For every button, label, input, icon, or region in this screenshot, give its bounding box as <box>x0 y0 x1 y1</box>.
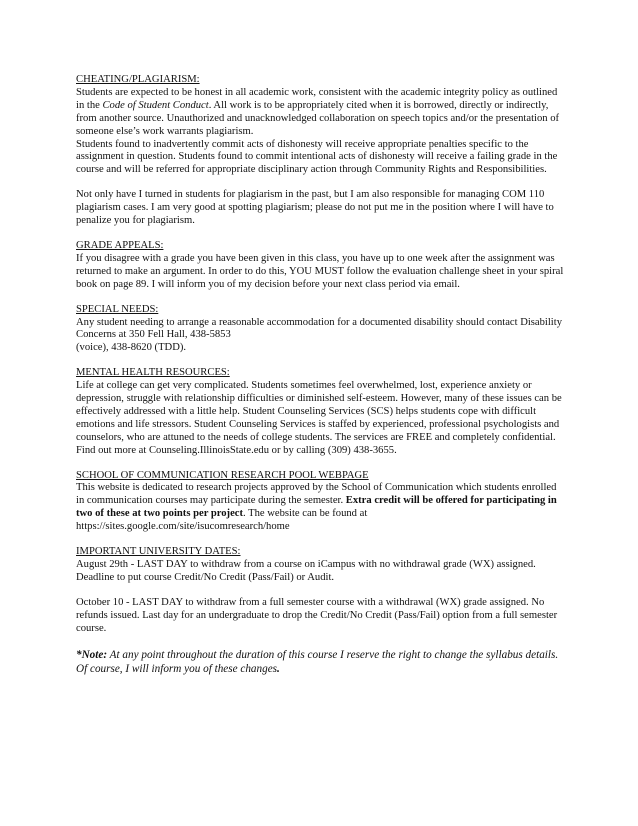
cheating-paragraph-2: Students found to inadvertently commit acts of dishonesty will receive appropriate penalties specific to the assignment in question. Students found to commit intentional acts of dishonesty will receive a failing grade in the course and will be referred for appropriate disciplinary action through Community Rights and Responsibilities. <box>76 138 558 176</box>
plagiarism-note: Not only have I turned in students for plagiarism in the past, but I am also responsible for managing COM 110 plagiarism cases. I am very good at spotting plagiarism; please do not put me in the position where I will have to penalize you for plagiarism. <box>76 189 554 227</box>
cheating-paragraph-1 <box>76 87 566 139</box>
research-text-end: . The website can be found at https://sites.google.com/site/isucomresearch/home <box>76 508 368 533</box>
cheating-p1-start: Students are expected to be honest in all academic work, consistent with the academic integrity policy as outlined in the <box>76 86 558 111</box>
grade-appeals-section <box>76 240 566 292</box>
grade-appeals-text: If you disagree with a grade you have been given in this class, you have up to one week after the assignment was returned to make an argument. In order to do this, YOU MUST follow the evaluation challenge sheet in your spiral book on page 89. I will inform you of my decision before your next class period via email. <box>76 252 564 290</box>
note-end: . <box>277 663 280 676</box>
october-date-text: October 10 - LAST DAY to withdraw from a full semester course with a withdrawal (WX) grade assigned. No refunds issued. Last day for an undergraduate to drop the Credit/No Credit (Pass/Fail) option from a full semester course. <box>76 596 558 634</box>
special-needs-section <box>76 304 566 356</box>
code-of-conduct-title: Code of Student Conduct <box>102 99 209 111</box>
plagiarism-note-section <box>76 189 566 228</box>
mental-health-section <box>76 367 566 457</box>
syllabus-change-note <box>76 648 566 677</box>
research-pool-heading: SCHOOL OF COMMUNICATION RESEARCH POOL WEBPAGE <box>76 469 369 481</box>
mental-health-text: Life at college can get very complicated. Students sometimes feel overwhelmed, lost, experience anxiety or depression, struggle with relationship difficulties or diminished self-esteem. However, many of these issues can be effectively addressed with a little help. Student Counseling Services (SCS) helps students cope with difficult emotions and life stressors. Student Counseling Services is staffed by experienced, professional psychologists and counselors, who are attuned to the needs of college students. The services are FREE and completely confidential. Find out more at Counseling.IllinoisState.edu or by calling (309) 438-3655. <box>76 380 562 456</box>
syllabus-content <box>76 74 566 689</box>
august-date-text: August 29th - LAST DAY to withdraw from a course on iCampus with no withdrawal grade (WX) assigned. Deadline to put course Credit/No Credit (Pass/Fail) or Audit. <box>76 559 536 583</box>
mental-health-heading: MENTAL HEALTH RESOURCES: <box>76 367 230 379</box>
note-text: At any point throughout the duration of this course I reserve the right to change the syllabus details. Of course, I will inform you of these changes <box>76 648 559 676</box>
cheating-section <box>76 74 566 177</box>
special-needs-heading: SPECIAL NEEDS: <box>76 303 159 315</box>
note-label: *Note: <box>76 648 108 661</box>
grade-appeals-heading: GRADE APPEALS: <box>76 239 164 251</box>
special-needs-line-1: Any student needing to arrange a reasonable accommodation for a documented disability should contact Disability Concerns at 350 Fell Hall, 438-5853 <box>76 316 562 341</box>
university-dates-section <box>76 546 566 635</box>
cheating-heading: CHEATING/PLAGIARISM: <box>76 74 200 85</box>
research-pool-text <box>76 482 566 534</box>
research-text-start: This website is dedicated to research projects approved by the School of Communication which students enrolled in communication courses may participate during the semester. <box>76 482 557 507</box>
special-needs-line-2: (voice), 438-8620 (TDD). <box>76 342 187 354</box>
extra-credit-text: Extra credit will be offered for participating in two of these at two points per project <box>76 495 557 520</box>
university-dates-heading: IMPORTANT UNIVERSITY DATES: <box>76 546 241 558</box>
cheating-p1-end: . All work is to be appropriately cited when it is borrowed, directly or indirectly, from another source. Unauthorized and unacknowledged collaboration on speech topics and/or the presentation of someone else’s work warrants plagiarism. <box>76 99 560 137</box>
research-pool-section <box>76 470 566 535</box>
